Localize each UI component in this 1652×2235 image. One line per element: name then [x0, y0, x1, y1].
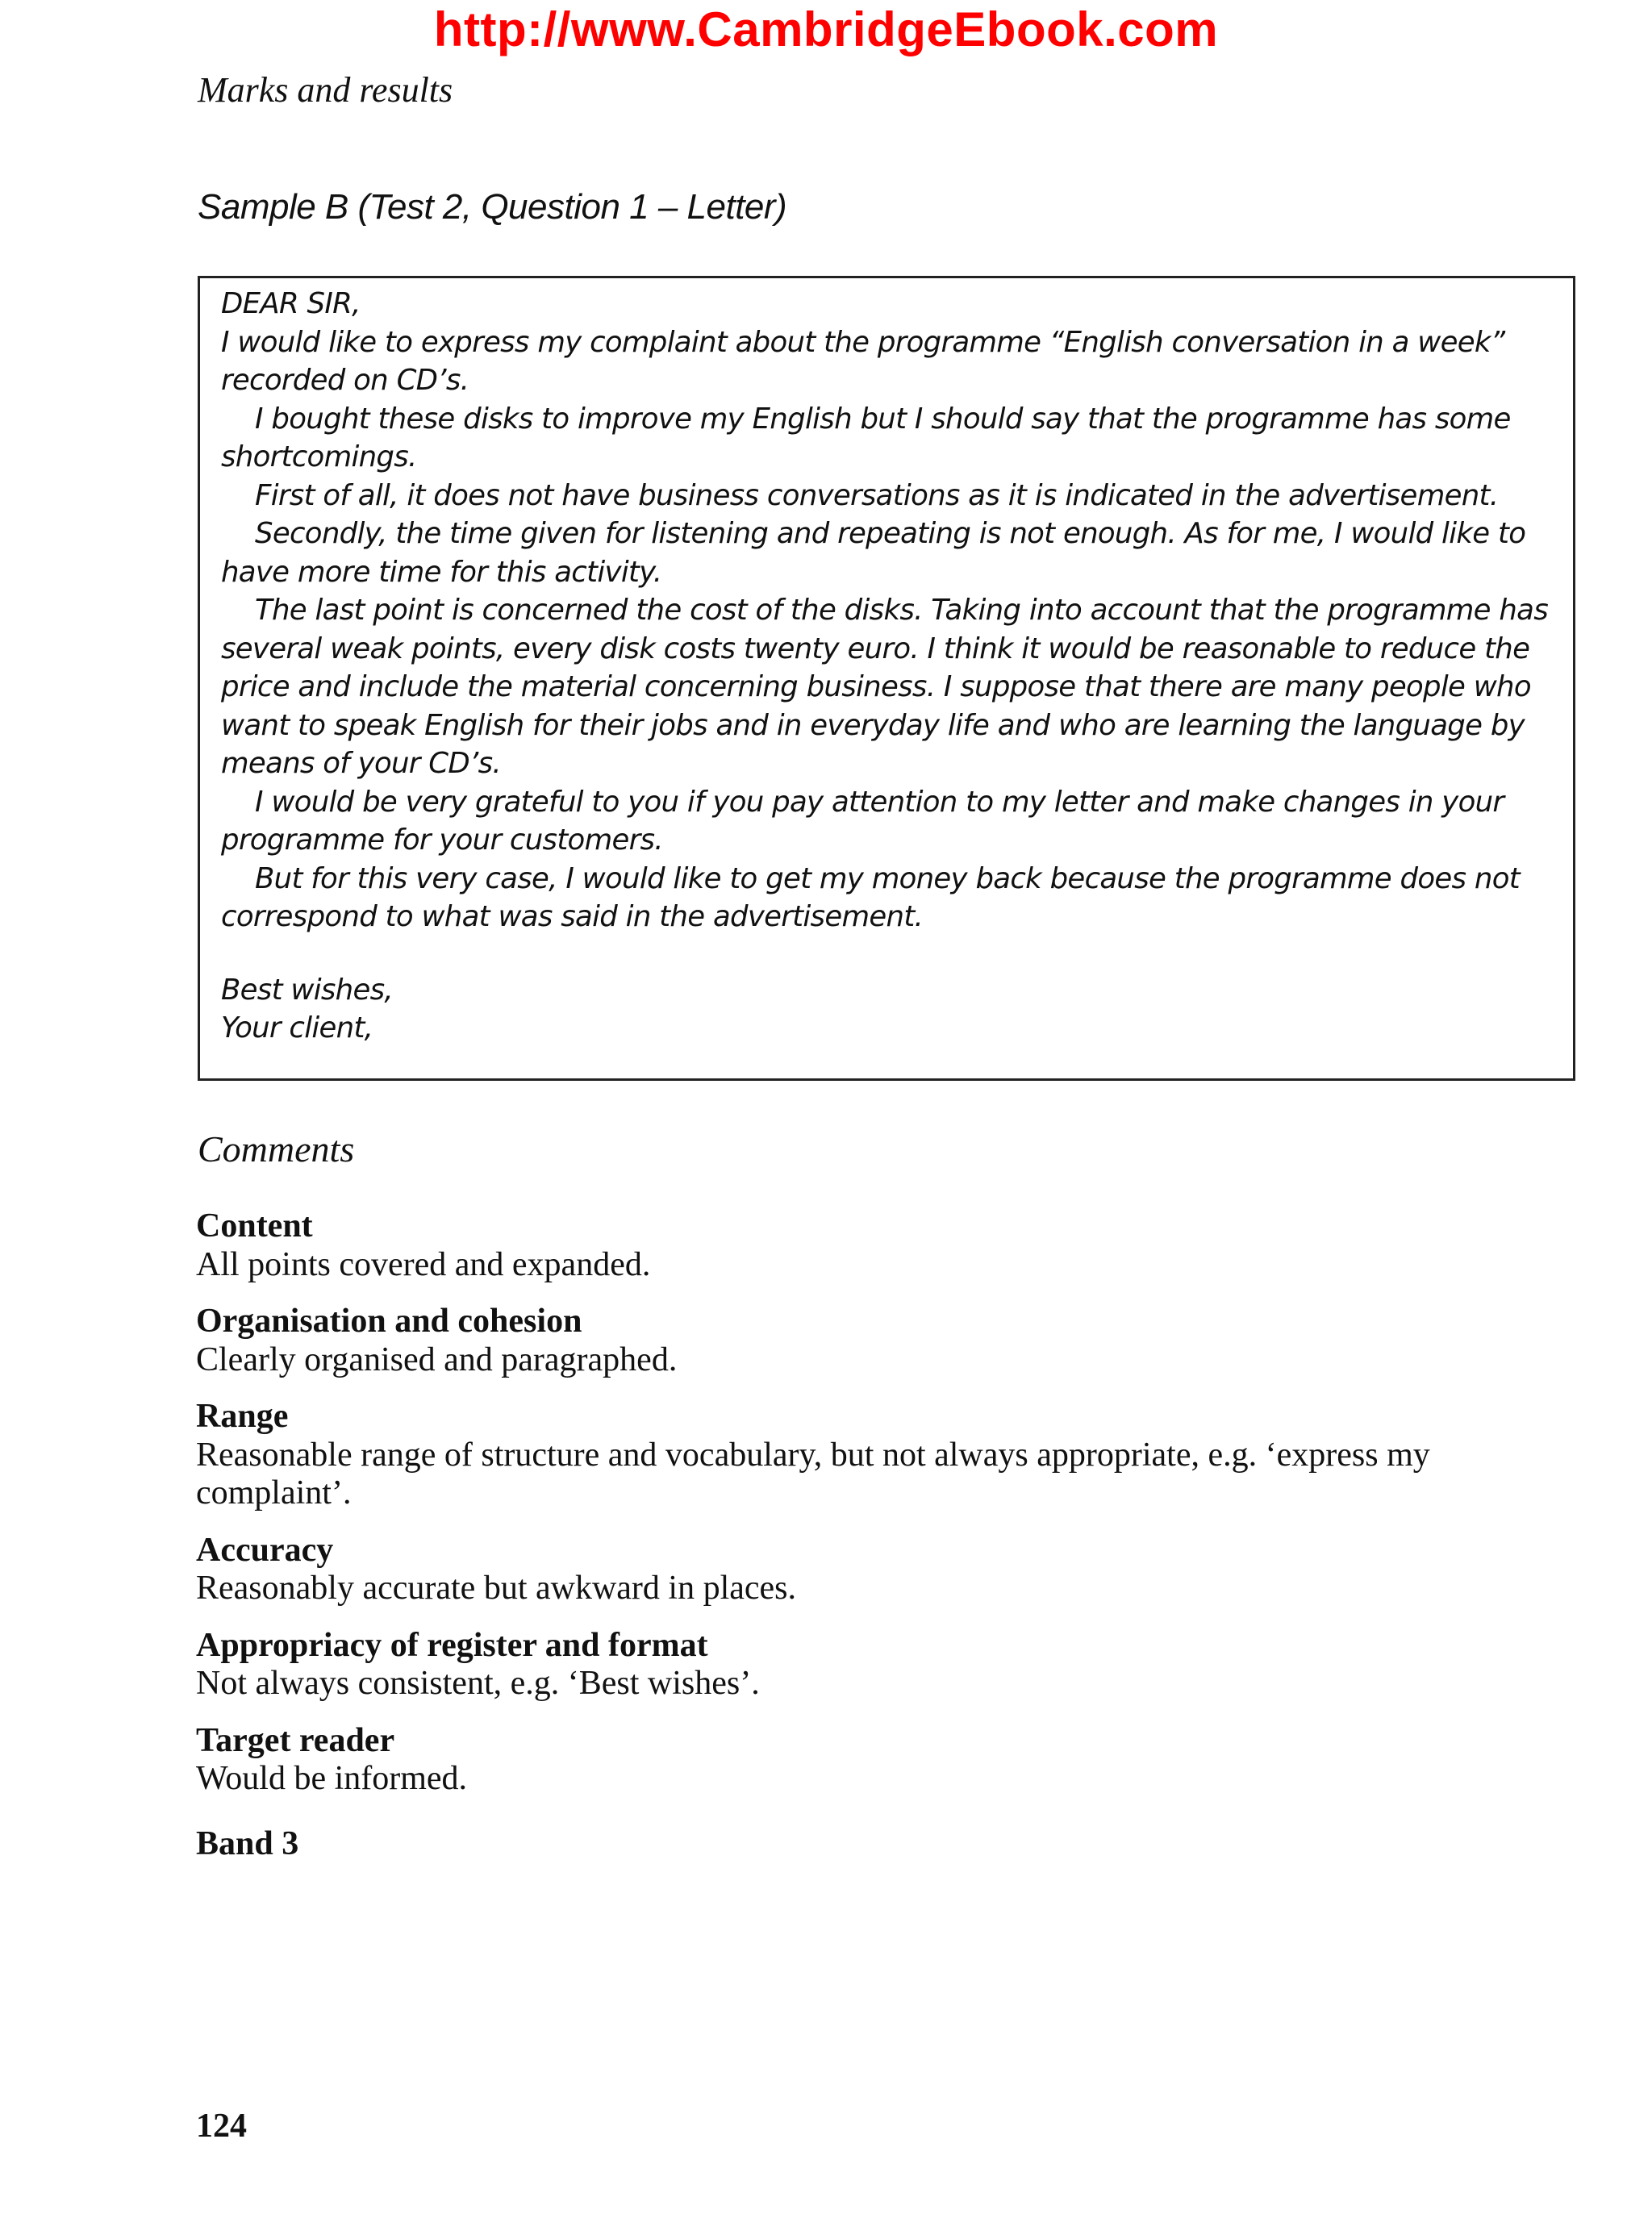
- criterion-organisation: [196, 1303, 1583, 1379]
- letter-paragraph: Secondly, the time given for listening and repeating is not enough. As for me, I would like to have more time for this activity.: [221, 517, 1526, 589]
- criterion-label: Organisation and cohesion: [196, 1303, 582, 1340]
- criterion-accuracy: [196, 1532, 1583, 1608]
- page-number: 124: [196, 2108, 247, 2145]
- letter-box: [198, 276, 1575, 1081]
- criterion-range: [196, 1398, 1583, 1513]
- running-head: Marks and results: [198, 70, 453, 110]
- criterion-content: [196, 1207, 1583, 1284]
- letter-paragraph: The last point is concerned the cost of the disks. Taking into account that the programme has several weak points, every disk costs twenty euro. I think it would be reasonable to reduce the price and include the material concerning business. I suppose that there are many people who want to speak English for their jobs and in everyday life and who are learning the language by means of your CD’s.: [221, 594, 1549, 780]
- criterion-text: Reasonable range of structure and vocabulary, but not always appropriate, e.g. ‘express my complaint’.: [196, 1436, 1430, 1512]
- letter-paragraph: I would like to express my complaint about the programme “English conversation in a week” recorded on CD’s.: [221, 325, 1505, 397]
- criterion-label: Accuracy: [196, 1531, 334, 1569]
- criterion-text: All points covered and expanded.: [196, 1245, 651, 1283]
- criterion-label: Content: [196, 1207, 313, 1245]
- letter-spacer: [221, 936, 1552, 971]
- watermark-url: http://www.CambridgeEbook.com: [433, 2, 1219, 56]
- letter-paragraph: First of all, it does not have business conversations as it is indicated in the advertisement.: [255, 478, 1499, 512]
- criterion-text: Not always consistent, e.g. ‘Best wishes’.: [196, 1665, 760, 1702]
- comments-criteria: [196, 1207, 1583, 1817]
- criterion-text: Reasonably accurate but awkward in places.: [196, 1570, 797, 1607]
- letter-paragraph: But for this very case, I would like to get my money back because the programme does not correspond to what was said in the advertisement.: [221, 861, 1520, 933]
- criterion-target-reader: [196, 1722, 1583, 1799]
- criterion-label: Appropriacy of register and format: [196, 1626, 708, 1664]
- letter-paragraph: I bought these disks to improve my English but I should say that the programme has some shortcomings.: [221, 402, 1511, 473]
- comments-heading: Comments: [198, 1128, 355, 1170]
- criterion-appropriacy: [196, 1627, 1583, 1703]
- criterion-label: Range: [196, 1398, 289, 1435]
- letter-salutation: DEAR SIR,: [221, 287, 361, 320]
- band-score: Band 3: [196, 1825, 299, 1862]
- sample-title: Sample B (Test 2, Question 1 – Letter): [198, 187, 787, 227]
- criterion-text: Would be informed.: [196, 1760, 468, 1797]
- criterion-label: Target reader: [196, 1721, 395, 1759]
- letter-signature: Your client,: [221, 1011, 373, 1045]
- criterion-text: Clearly organised and paragraphed.: [196, 1341, 678, 1378]
- letter-closing: Best wishes,: [221, 973, 394, 1007]
- letter-paragraph: I would be very grateful to you if you pay attention to my letter and make changes in your programme for your customers.: [221, 785, 1504, 857]
